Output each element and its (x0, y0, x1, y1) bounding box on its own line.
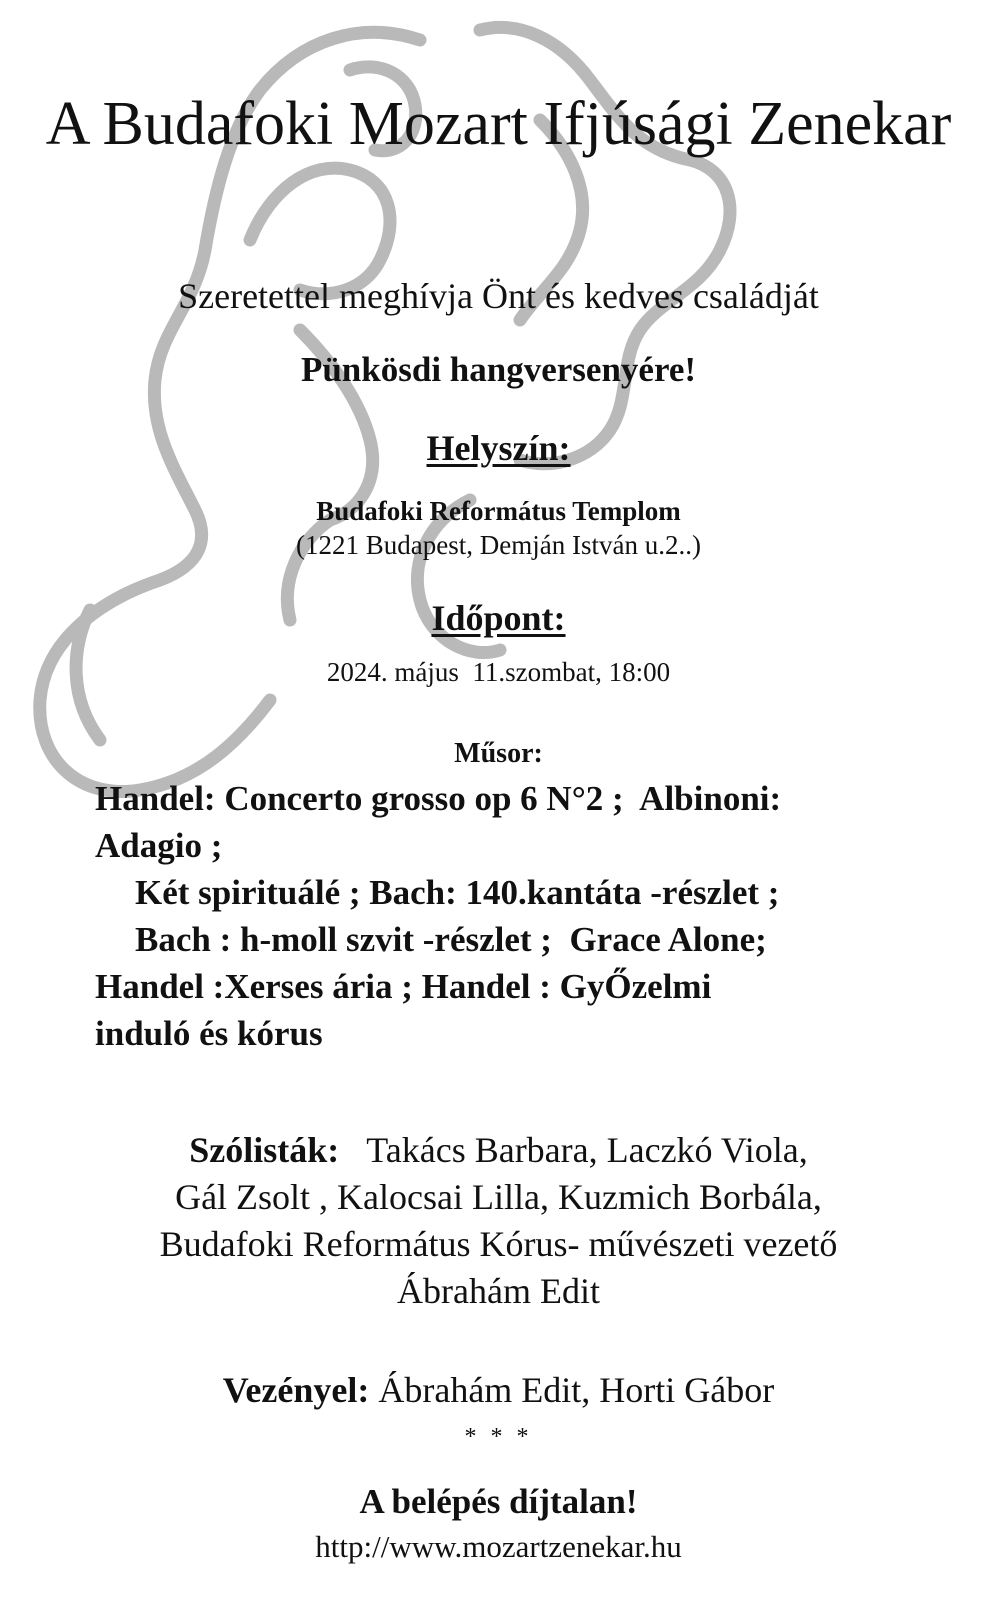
soloists-line: Ábrahám Edit (397, 1271, 600, 1311)
conductor-names: Ábrahám Edit, Horti Gábor (378, 1370, 775, 1410)
conductor-line (0, 1370, 997, 1411)
soloists-line (0, 1130, 997, 1171)
venue-heading: Helyszín: (426, 428, 571, 468)
admission-note: A belépés díjtalan! (359, 1482, 638, 1521)
time-heading: Időpont: (431, 598, 566, 638)
soloists-line: Gál Zsolt , Kalocsai Lilla, Kuzmich Borbála, (175, 1177, 822, 1217)
soloists-names: Takács Barbara, Laczkó Viola, (366, 1130, 808, 1170)
invitation-line: Szeretettel meghívja Önt és kedves családját (178, 276, 819, 316)
venue-name: Budafoki Református Templom (316, 496, 681, 526)
conductor-label: Vezényel: (222, 1370, 370, 1410)
event-name: Pünkösdi hangversenyére! (300, 350, 697, 389)
program-line: Adagio ; (95, 826, 223, 865)
program-line: Két spirituálé ; Bach: 140.kantáta -részlet ; (135, 873, 780, 912)
soloists-line: Budafoki Református Kórus- művészeti vezető (159, 1224, 838, 1264)
orchestra-title: A Budafoki Mozart Ifjúsági Zenekar (45, 90, 952, 158)
program-heading: Műsor: (454, 738, 543, 769)
time-value: 2024. május 11.szombat, 18:00 (326, 657, 671, 687)
program-line: Handel: Concerto grosso op 6 N°2 ; Albinoni: (95, 779, 782, 818)
separator-stars: * * * (464, 1424, 533, 1450)
venue-address: (1221 Budapest, Demján István u.2..) (296, 530, 701, 560)
soloists-label: Szólisták: (189, 1130, 340, 1170)
program-line: Bach : h-moll szvit -részlet ; Grace Alone; (135, 920, 767, 959)
program-line: Handel :Xerses ária ; Handel : GyŐzelmi (95, 967, 712, 1006)
website-link[interactable]: http://www.mozartzenekar.hu (315, 1529, 682, 1564)
program-line: induló és kórus (95, 1014, 323, 1053)
